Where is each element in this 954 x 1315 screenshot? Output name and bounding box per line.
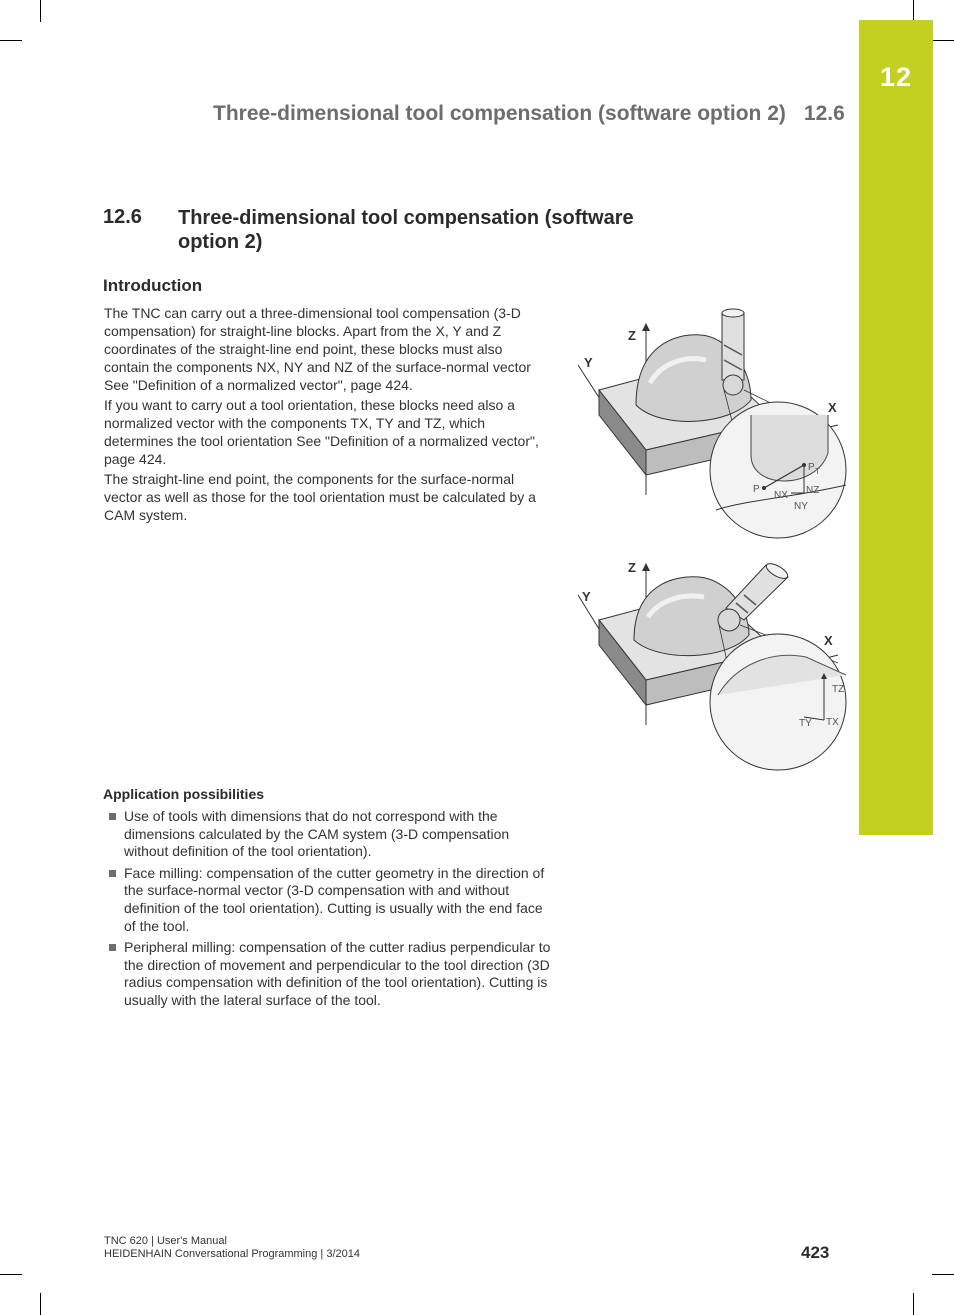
intro-paragraph-1: The TNC can carry out a three-dimensional tool compensation (3-D compensation) for straight-line blocks. Apart from the X, Y and Z coordinates of the straight-line end point, these blocks must also contain the components NX, NY and NZ of the surface-normal vector See "Definition of a normalized vector", page 424. (104, 305, 531, 393)
label-ny: NY (794, 501, 808, 512)
crop-mark (0, 40, 22, 41)
bullet-square-icon (109, 870, 116, 877)
axis-label-z: Z (628, 560, 636, 575)
page-number: 423 (801, 1243, 830, 1262)
application-list (104, 808, 552, 1014)
footer-line-2: HEIDENHAIN Conversational Programming | 3/2014 (104, 1248, 360, 1260)
intro-paragraph-3: The straight-line end point, the components for the surface-normal vector as well as those for the tool orientation must be calculated by a CAM system. (104, 471, 536, 523)
crop-mark (0, 1274, 22, 1275)
running-header-title: Three-dimensional tool compensation (software option 2) (213, 102, 786, 125)
crop-mark (40, 0, 41, 22)
list-item (104, 808, 552, 861)
intro-paragraph-2: If you want to carry out a tool orientation, these blocks need also a normalized vector with the components TX, TY and TZ, which determines the tool orientation See "Definition of a normalized vector", page 424. (104, 397, 539, 467)
list-item-text: Peripheral milling: compensation of the cutter radius perpendicular to the direction of movement and perpendicular to the tool direction (3D radius compensation with definition of the tool orientation). Cutting is usually with the lateral surface of the tool. (124, 939, 551, 1008)
introduction-heading: Introduction (103, 276, 203, 295)
chapter-number: 12 (879, 62, 913, 92)
label-p: P (753, 484, 760, 495)
list-item-text: Use of tools with dimensions that do not correspond with the dimensions calculated by the CAM system (3-D compensation without definition of the tool orientation). (124, 808, 510, 860)
label-pt-subscript: T (815, 467, 820, 476)
label-nz: NZ (806, 485, 820, 496)
running-header (213, 102, 845, 126)
list-item-text: Face milling: compensation of the cutter geometry in the direction of the surface-normal vector (3-D compensation with and without definition of the tool orientation). Cutting is usually with the end face of the tool. (124, 864, 545, 934)
crop-mark (40, 1293, 41, 1315)
crop-mark (932, 40, 954, 41)
axis-label-x: X (824, 633, 833, 648)
label-tz: TZ (832, 684, 845, 695)
list-item (104, 865, 552, 935)
axis-label-x: X (828, 400, 837, 415)
label-ty: TY (799, 718, 812, 729)
crop-mark (913, 0, 914, 22)
figure-tool-orientation-vector (566, 545, 856, 775)
axis-label-y: Y (582, 589, 591, 604)
label-pt: P (808, 462, 815, 473)
bullet-square-icon (109, 813, 116, 820)
footer-text (104, 1235, 360, 1261)
list-item (104, 939, 552, 1009)
figure-surface-normal-vector (566, 305, 856, 540)
chapter-tab (859, 20, 933, 835)
axis-label-z: Z (628, 328, 636, 343)
crop-mark (932, 1274, 954, 1275)
bullet-square-icon (109, 944, 116, 951)
label-nx: NX (774, 490, 788, 501)
footer-line-1: TNC 620 | User's Manual (104, 1235, 227, 1247)
application-heading: Application possibilities (103, 786, 265, 802)
section-title: Three-dimensional tool compensation (software option 2) (178, 207, 634, 253)
label-tx: TX (826, 717, 839, 728)
axis-label-y: Y (584, 355, 593, 370)
running-header-section: 12.6 (803, 102, 845, 125)
crop-mark (913, 1293, 914, 1315)
section-number: 12.6 (103, 206, 142, 228)
